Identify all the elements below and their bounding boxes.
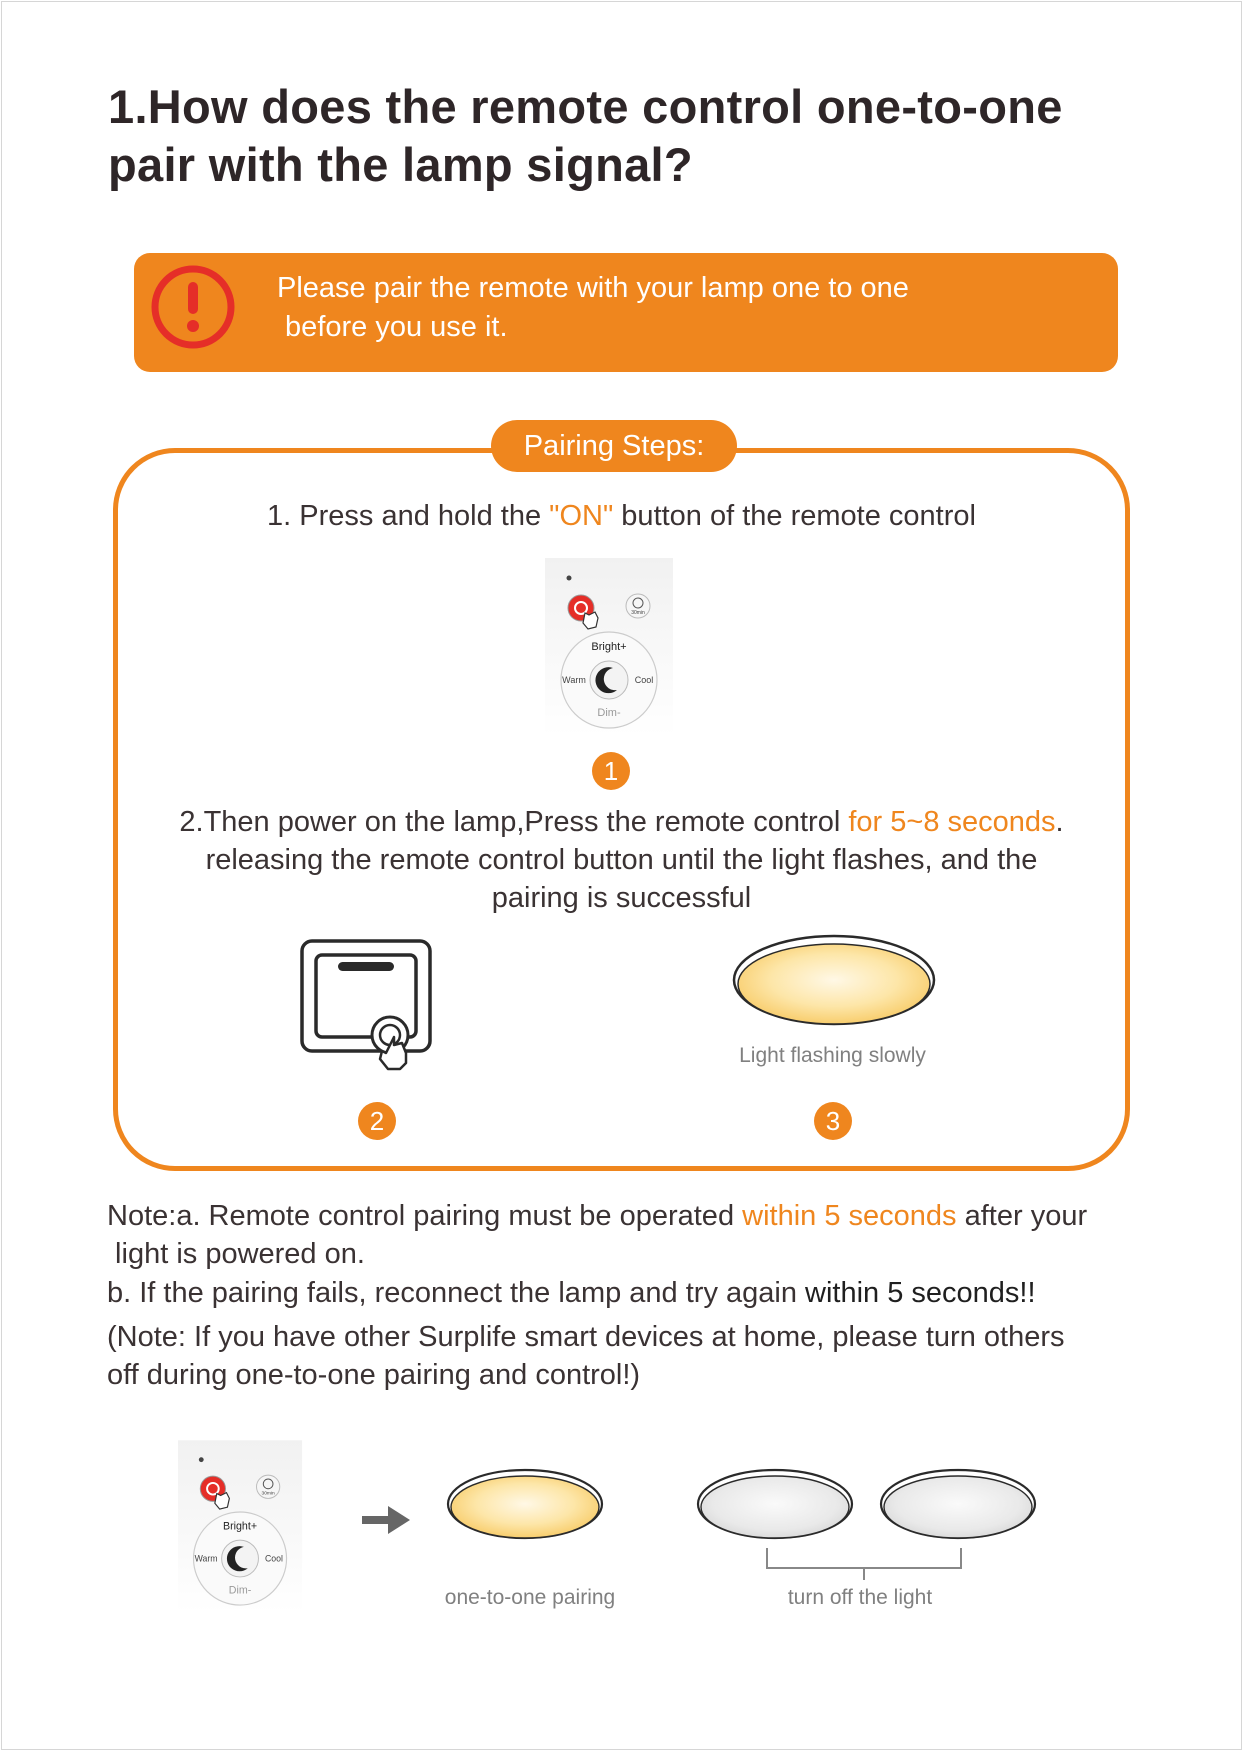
remote-dim-label: Dim-	[597, 707, 621, 719]
note-c-line-1: (Note: If you have other Surplife smart devices at home, please turn others	[107, 1321, 1065, 1353]
ceiling-lamp-off-icon	[878, 1466, 1040, 1542]
step-2-line-1-before: 2.Then power on the lamp,Press the remote control	[179, 806, 849, 838]
step-2-line-3: pairing is successful	[491, 882, 752, 914]
note-a-line-1	[107, 1200, 1087, 1233]
remote-timer-label: 30min	[631, 610, 645, 616]
banner-text	[277, 269, 909, 347]
note-a-after: after your	[956, 1200, 1088, 1232]
arrow-right-icon	[360, 1504, 412, 1536]
note-b-before: b. If the pairing fails, reconnect the lamp and try again	[107, 1277, 806, 1309]
note-b-line	[107, 1277, 1036, 1310]
remote-illustration	[545, 558, 675, 738]
note-a-line-2: light is powered on.	[107, 1238, 365, 1270]
note-b-emphasis: within 5 seconds!!	[805, 1277, 1036, 1309]
step-2-line-2: releasing the remote control button until the light flashes, and the	[205, 844, 1038, 876]
wall-switch-illustration	[298, 937, 434, 1077]
small-remote-cool-label: Cool	[264, 1553, 283, 1564]
step-badge-2: 2	[358, 1102, 396, 1140]
step-1-text	[130, 500, 1113, 533]
ceiling-lamp-paired-icon	[445, 1466, 607, 1542]
banner-line-2: before you use it.	[277, 311, 508, 343]
remote-warm-label: Warm	[562, 675, 586, 685]
note-a-before: Note:a. Remote control pairing must be operated	[107, 1200, 743, 1232]
pairing-steps-label: Pairing Steps:	[491, 420, 737, 472]
warning-banner	[134, 253, 1118, 372]
step-2-line-1-after: .	[1055, 806, 1064, 838]
step-1-before: 1. Press and hold the	[267, 500, 550, 532]
small-remote-warm-label: Warm	[194, 1553, 218, 1564]
remote-bright-label: Bright+	[591, 641, 627, 653]
group-bracket	[765, 1546, 965, 1582]
light-flashing-caption: Light flashing slowly	[739, 1044, 926, 1067]
banner-line-1: Please pair the remote with your lamp one to one	[277, 272, 909, 304]
step-badge-3: 3	[814, 1102, 852, 1140]
note-a-highlight: within 5 seconds	[742, 1200, 957, 1232]
small-remote-timer-label: 30min	[261, 1491, 275, 1497]
ceiling-lamp-lit-icon	[730, 930, 940, 1030]
small-remote-bright-label: Bright+	[222, 1520, 258, 1533]
turn-off-caption: turn off the light	[787, 1586, 933, 1609]
title-line-1: 1.How does the remote control one-to-one	[108, 80, 1063, 133]
step-2-line-1	[130, 803, 1113, 841]
step-badge-1: 1	[592, 752, 630, 790]
remote-cool-label: Cool	[634, 675, 654, 685]
title-line-2: pair with the lamp signal?	[108, 138, 693, 191]
step-2-text	[130, 803, 1113, 917]
step-1-highlight: "ON"	[549, 500, 614, 532]
note-c-line-2: off during one-to-one pairing and control!)	[107, 1359, 641, 1391]
page-title	[108, 78, 1158, 194]
remote-small-illustration	[178, 1440, 304, 1615]
ceiling-lamp-off-icon	[695, 1466, 857, 1542]
step-2-highlight: for 5~8 seconds	[848, 806, 1056, 838]
warning-icon	[150, 264, 236, 350]
small-remote-dim-label: Dim-	[228, 1584, 252, 1597]
pairing-caption: one-to-one pairing	[444, 1586, 616, 1609]
step-1-after: button of the remote control	[613, 500, 976, 532]
